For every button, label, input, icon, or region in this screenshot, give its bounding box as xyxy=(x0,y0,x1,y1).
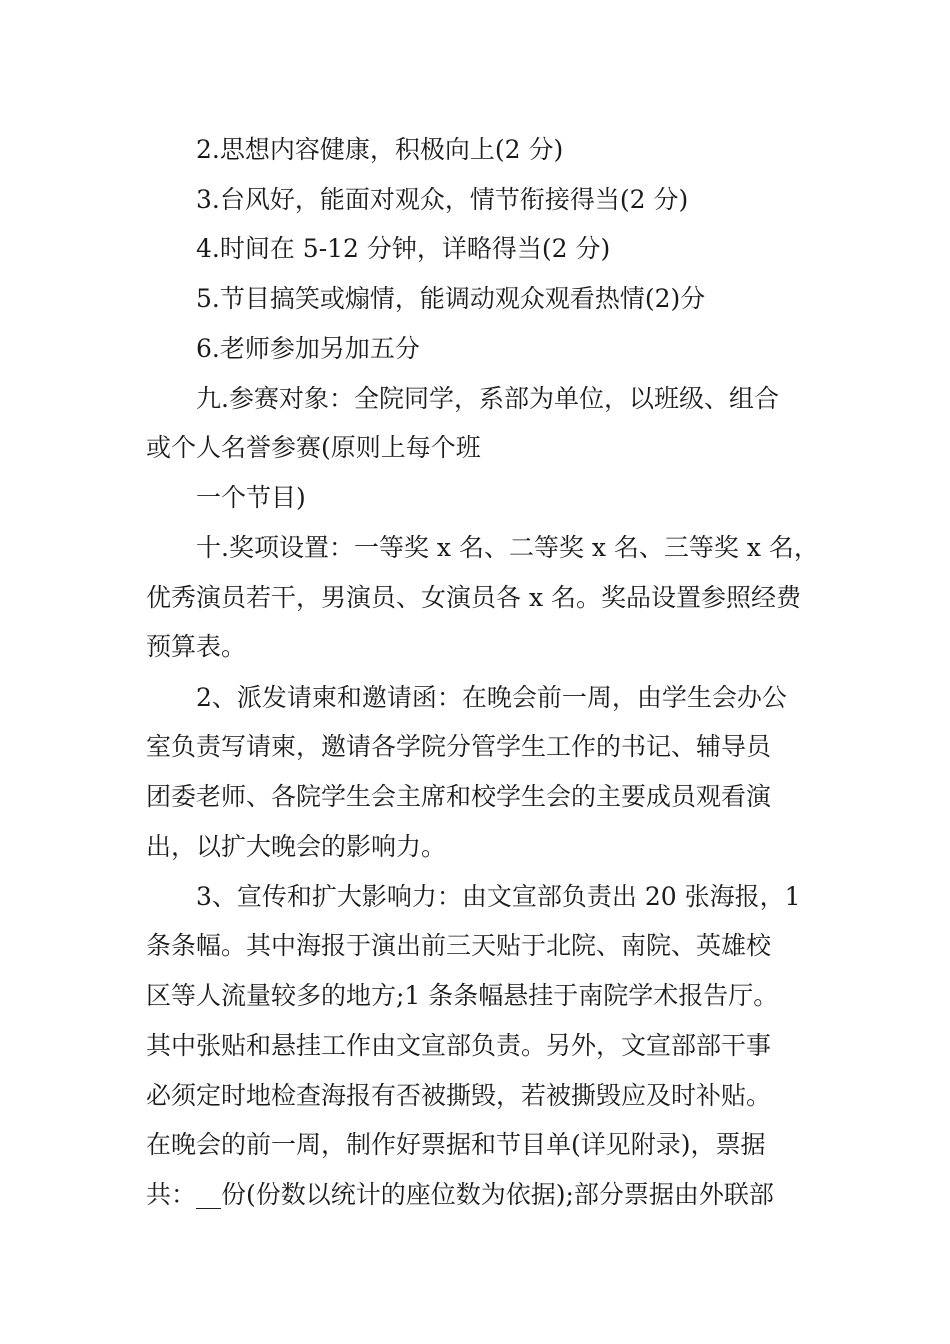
text-line: 3.台风好，能面对观众，情节衔接得当(2 分) xyxy=(196,185,689,214)
text-line: 4.时间在 5-12 分钟，详略得当(2 分) xyxy=(196,234,611,263)
text-line: 出，以扩大晚会的影响力。 xyxy=(146,832,447,861)
text-line: 团委老师、各院学生会主席和校学生会的主要成员观看演 xyxy=(146,782,772,811)
text-line: 共：__份(份数以统计的座位数为依据);部分票据由外联部 xyxy=(146,1180,774,1209)
text-line: 区等人流量较多的地方;1 条条幅悬挂于南院学术报告厅。 xyxy=(146,981,779,1010)
text-line: 室负责写请柬，邀请各学院分管学生工作的书记、辅导员 xyxy=(146,732,772,761)
text-line: 十.奖项设置：一等奖 x 名、二等奖 x 名、三等奖 x 名， xyxy=(196,533,819,562)
text-line: 必须定时地检查海报有否被撕毁，若被撕毁应及时补贴。 xyxy=(146,1081,772,1110)
text-line: 2、派发请柬和邀请函：在晚会前一周，由学生会办公 xyxy=(196,683,787,712)
text-line: 九.参赛对象：全院同学，系部为单位，以班级、组合 xyxy=(196,384,779,413)
text-line: 一个节目) xyxy=(196,483,306,512)
text-line: 在晚会的前一周，制作好票据和节目单(详见附录)，票据 xyxy=(146,1130,766,1159)
text-line: 或个人名誉参赛(原则上每个班 xyxy=(146,433,481,462)
text-line: 条条幅。其中海报于演出前三天贴于北院、南院、英雄校 xyxy=(146,931,772,960)
text-line: 6.老师参加另加五分 xyxy=(196,334,420,363)
text-line: 2.思想内容健康，积极向上(2 分) xyxy=(196,135,564,164)
text-line: 预算表。 xyxy=(146,632,247,661)
text-line: 其中张贴和悬挂工作由文宣部负责。另外，文宣部部干事 xyxy=(146,1031,772,1060)
text-line: 3、宣传和扩大影响力：由文宣部负责出 20 张海报，1 xyxy=(196,882,801,911)
text-line: 5.节目搞笑或煽情，能调动观众观看热情(2)分 xyxy=(196,284,706,313)
text-line: 优秀演员若干，男演员、女演员各 x 名。奖品设置参照经费 xyxy=(146,583,801,612)
